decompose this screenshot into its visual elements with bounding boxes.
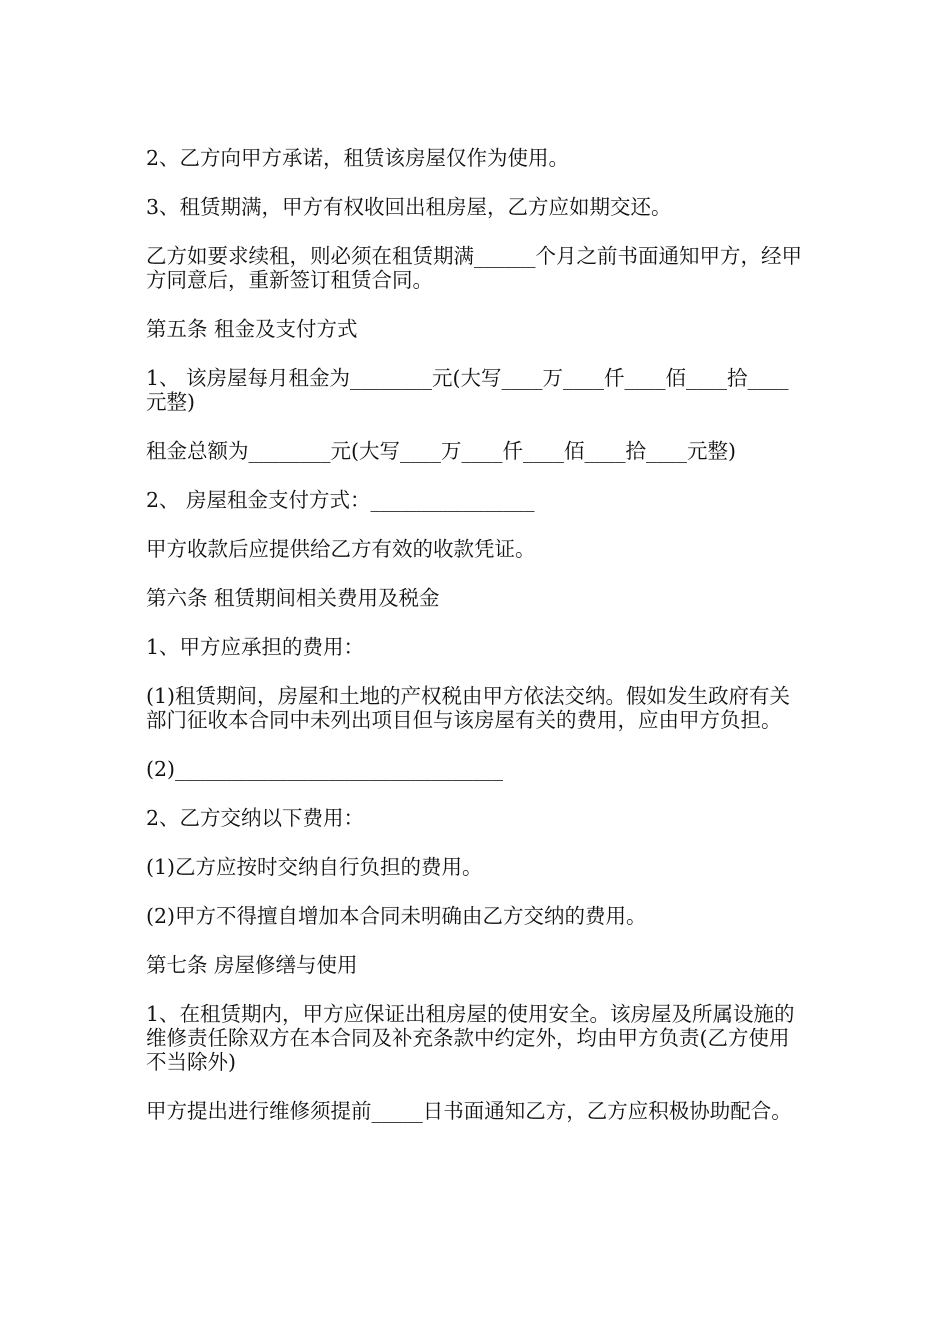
paragraph-property-tax: (1)租赁期间，房屋和土地的产权税由甲方依法交纳。假如发生政府有关部门征收本合同中未列出项目但与该房屋有关的费用，应由甲方负担。 — [146, 684, 791, 732]
paragraph-no-extra-fees: (2)甲方不得擅自增加本合同未明确由乙方交纳的费用。 — [146, 904, 647, 928]
paragraph-lease-expiry: 3、租赁期满，甲方有权收回出租房屋，乙方应如期交还。 — [146, 195, 672, 219]
paragraph-receipt: 甲方收款后应提供给乙方有效的收款凭证。 — [146, 537, 536, 561]
heading-article-5: 第五条 租金及支付方式 — [146, 317, 358, 341]
heading-article-6: 第六条 租赁期间相关费用及税金 — [146, 586, 440, 610]
document-body — [146, 146, 806, 1148]
paragraph-repair-responsibility: 1、在租赁期内，甲方应保证出租房屋的使用安全。该房屋及所属设施的维修责任除双方在本合同及补充条款中约定外，均由甲方负责(乙方使用不当除外) — [146, 1002, 795, 1074]
paragraph-tenant-pay-on-time: (1)乙方应按时交纳自行负担的费用。 — [146, 855, 483, 879]
paragraph-tenant-commitment: 2、乙方向甲方承诺，租赁该房屋仅作为使用。 — [146, 146, 570, 170]
paragraph-tenant-fees: 2、乙方交纳以下费用： — [146, 806, 365, 830]
paragraph-blank-item: (2)________________________________ — [146, 757, 504, 781]
paragraph-repair-notice: 甲方提出进行维修须提前_____日书面通知乙方，乙方应积极协助配合。 — [146, 1099, 792, 1123]
paragraph-total-rent: 租金总额为________元(大写____万____仟____佰____拾____元整) — [146, 439, 736, 463]
paragraph-monthly-rent: 1、 该房屋每月租金为________元(大写____万____仟____佰____拾____元整) — [146, 366, 789, 414]
paragraph-landlord-fees: 1、甲方应承担的费用： — [146, 635, 365, 659]
heading-article-7: 第七条 房屋修缮与使用 — [146, 953, 358, 977]
paragraph-renewal-notice: 乙方如要求续租，则必须在租赁期满______个月之前书面通知甲方，经甲方同意后，重新签订租赁合同。 — [146, 244, 802, 292]
paragraph-payment-method: 2、 房屋租金支付方式：________________ — [146, 488, 535, 512]
